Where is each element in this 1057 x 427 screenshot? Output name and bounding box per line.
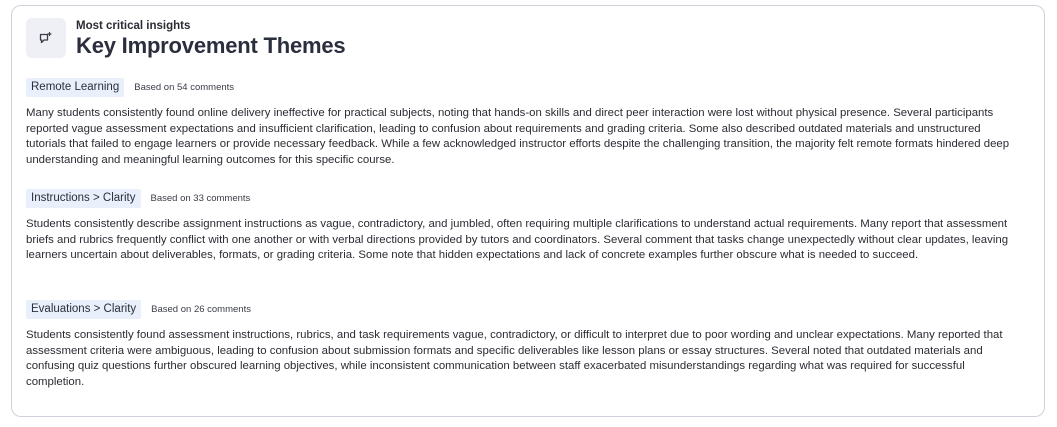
page-title: Key Improvement Themes xyxy=(76,33,346,58)
theme-section xyxy=(26,188,1016,264)
card-header xyxy=(26,18,345,59)
theme-summary: Students consistently found assessment instructions, rubrics, and task requirements vague, contradictory, or difficult to interpret due to poor wording and unclear expectations. Many reported that assessment criteria were ambiguous, leading to confusion about submission formats and specific deliverables like lesson plans or essay structures. Several noted that outdated materials and confusing quiz questions further obscured learning objectives, while inconsistent communication between staff exacerbated misunderstandings regarding what was required for successful completion. xyxy=(26,329,1003,388)
theme-section xyxy=(26,299,1016,390)
eyebrow-label: Most critical insights xyxy=(76,20,191,32)
theme-summary: Students consistently describe assignment instructions as vague, contradictory, and jumbled, often requiring multiple clarifications to understand actual requirements. Many report that assessment briefs and rubrics frequently conflict with one another or with verbal directions provided by tutors and coordinators. Several comment that tasks change unexpectedly without clear updates, leaving learners uncertain about deliverables, formats, or grading criteria. Some note that hidden expectations and lack of concrete examples further obscure what is needed to succeed. xyxy=(26,218,1009,261)
theme-tag: Evaluations > Clarity xyxy=(26,300,141,319)
comment-icon xyxy=(26,18,66,58)
theme-tag: Remote Learning xyxy=(26,78,124,97)
comment-count: Based on 33 comments xyxy=(150,192,251,204)
theme-section xyxy=(26,77,1016,168)
comment-count: Based on 26 comments xyxy=(151,303,251,315)
comment-count: Based on 54 comments xyxy=(134,81,235,93)
theme-tag: Instructions > Clarity xyxy=(26,189,141,208)
theme-summary: Many students consistently found online delivery ineffective for practical subjects, noting that hands-on skills and direct peer interaction were lost without physical presence. Several participants reported vague assessment expectations and insufficient clarification, leading to confusion about requirements and grading criteria. Some also described outdated materials and unstructured tutorials that failed to engage learners or provide necessary feedback. While a few acknowledged instructor efforts despite the challenging transition, the majority felt remote formats hindered deep understanding and meaningful learning outcomes for this specific course. xyxy=(26,107,1010,166)
